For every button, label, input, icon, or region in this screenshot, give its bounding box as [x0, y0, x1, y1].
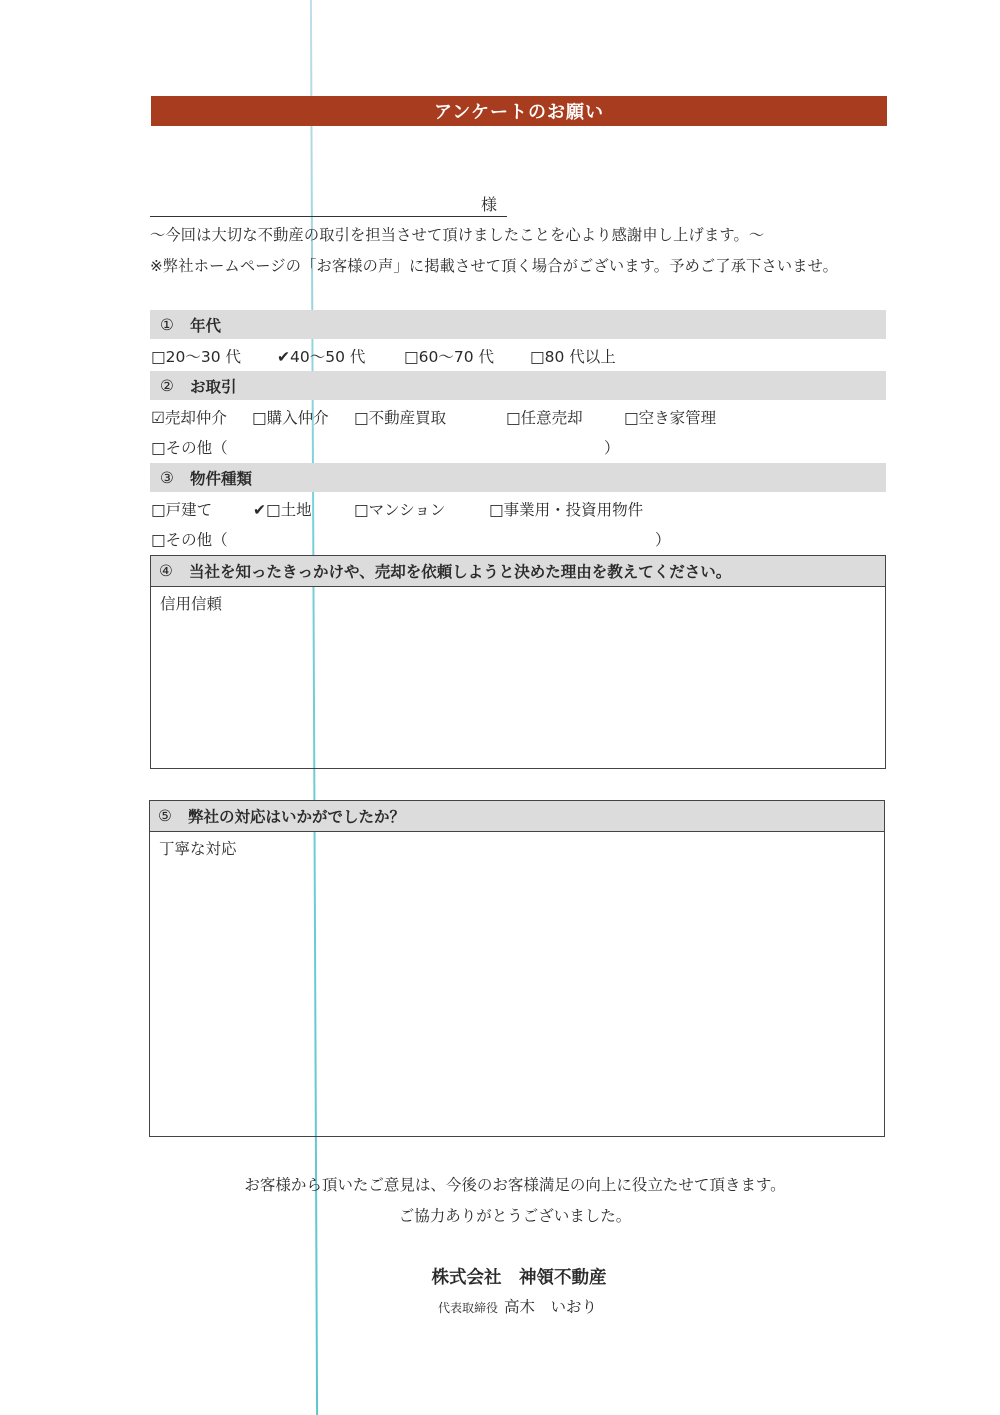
- transaction-option-vacant-house[interactable]: [624, 406, 716, 428]
- section-number: ④: [159, 562, 173, 580]
- checkbox-icon: □: [354, 501, 369, 519]
- checkbox-icon: □: [151, 531, 166, 549]
- option-label: 土地: [280, 501, 312, 519]
- option-label: 購入仲介: [266, 409, 329, 427]
- service-answer-text[interactable]: 丁寧な対応: [159, 840, 237, 858]
- checkmark-icon: ✔: [277, 348, 290, 366]
- age-option-80-plus[interactable]: [530, 345, 616, 367]
- option-label: その他（: [165, 439, 228, 457]
- checkbox-icon: □: [151, 501, 166, 519]
- property-option-detached[interactable]: [151, 498, 212, 520]
- footer-thanks: ご協力ありがとうございました。: [398, 1207, 632, 1225]
- option-label: マンション: [368, 501, 446, 519]
- transaction-other-close: ）: [604, 439, 620, 457]
- reason-answer-text[interactable]: 信用信頼: [160, 595, 223, 613]
- option-label: 事業用・投資用物件: [503, 501, 644, 519]
- section-number: ①: [160, 315, 174, 334]
- recipient-name-field[interactable]: [150, 216, 507, 217]
- recipient-honorific: 様: [481, 195, 498, 214]
- option-label: 不動産買取: [368, 409, 447, 427]
- option-label: 戸建て: [165, 501, 213, 519]
- section-service-header: [150, 801, 884, 832]
- option-label: 80 代以上: [544, 348, 616, 366]
- transaction-other-input[interactable]: [232, 436, 592, 456]
- section-age-header: [150, 310, 886, 339]
- checkbox-icon: □: [624, 409, 639, 427]
- section-title: 物件種類: [190, 469, 253, 488]
- footer-feedback-note: お客様から頂いたご意見は、今後のお客様満足の向上に役立たせて頂きます。: [244, 1176, 786, 1194]
- survey-title: アンケートのお願い: [434, 102, 604, 123]
- transaction-option-purchase-brokerage[interactable]: [252, 406, 329, 428]
- checkbox-icon: □: [151, 439, 166, 457]
- transaction-option-other[interactable]: [151, 436, 228, 458]
- option-label: 60～70 代: [418, 348, 495, 366]
- company-name: 株式会社 神領不動産: [431, 1268, 607, 1288]
- checkmark-icon: ✔□: [253, 501, 281, 519]
- checkbox-icon: □: [489, 501, 504, 519]
- checkbox-icon: □: [354, 409, 369, 427]
- checkbox-icon: □: [151, 348, 166, 366]
- section-title: お取引: [190, 377, 237, 396]
- representative-name: 高木 いおり: [504, 1298, 598, 1316]
- section-number: ⑤: [158, 807, 172, 825]
- section-number: ②: [160, 376, 174, 395]
- option-label: 20～30 代: [165, 348, 242, 366]
- transaction-option-buyout[interactable]: [354, 406, 446, 428]
- section-title: 弊社の対応はいかがでしたか？: [188, 808, 406, 826]
- section-reason-box: [150, 555, 886, 769]
- option-label: その他（: [165, 531, 228, 549]
- property-option-other[interactable]: [151, 528, 228, 550]
- option-label: 売却仲介: [164, 409, 227, 427]
- checkbox-icon: □: [530, 348, 545, 366]
- representative-title: 代表取締役: [437, 1301, 498, 1315]
- property-option-land[interactable]: [253, 498, 312, 520]
- property-other-input[interactable]: [232, 528, 642, 548]
- section-service-box: [149, 800, 885, 1137]
- transaction-option-sale-brokerage[interactable]: [151, 406, 227, 428]
- property-option-business-investment[interactable]: [489, 498, 643, 520]
- checked-box-icon: ☑: [151, 409, 165, 427]
- age-option-60-70[interactable]: [404, 345, 494, 367]
- option-label: 空き家管理: [638, 409, 717, 427]
- checkbox-icon: □: [404, 348, 419, 366]
- section-title: 当社を知ったきっかけや、売却を依頼しようと決めた理由を教えてください。: [189, 563, 732, 581]
- intro-notice: ※弊社ホームページの「お客様の声」に掲載させて頂く場合がございます。予めご了承下さいませ。: [150, 257, 838, 275]
- transaction-option-voluntary-sale[interactable]: [506, 406, 583, 428]
- property-other-close: ）: [655, 531, 671, 549]
- section-title: 年代: [190, 316, 222, 335]
- section-transaction-header: [150, 371, 886, 400]
- section-property-header: [150, 463, 886, 492]
- checkbox-icon: □: [506, 409, 521, 427]
- property-option-mansion[interactable]: [354, 498, 445, 520]
- intro-thanks: ～今回は大切な不動産の取引を担当させて頂けましたことを心より感謝申し上げます。～: [150, 226, 765, 244]
- age-option-40-50[interactable]: [277, 345, 365, 367]
- section-reason-header: [151, 556, 885, 587]
- age-option-20-30[interactable]: [151, 345, 241, 367]
- section-number: ③: [160, 468, 174, 487]
- survey-title-bar: [151, 96, 887, 126]
- option-label: 40～50 代: [290, 348, 366, 366]
- representative: [0, 1295, 1000, 1317]
- option-label: 任意売却: [520, 409, 583, 427]
- checkbox-icon: □: [252, 409, 267, 427]
